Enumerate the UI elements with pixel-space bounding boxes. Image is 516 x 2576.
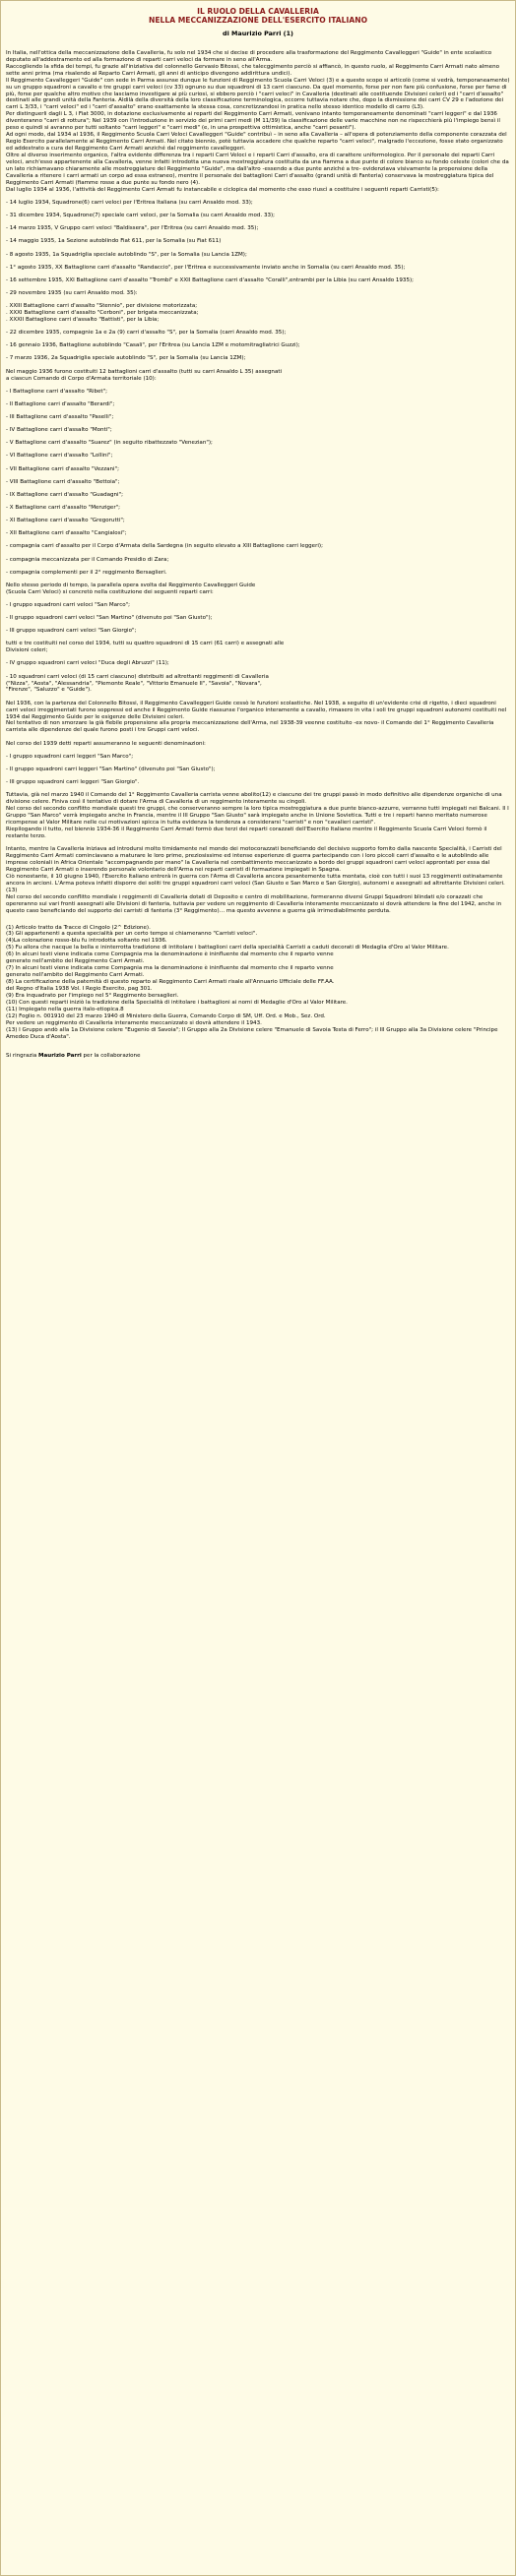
article-paragraph: - 22 dicembre 1935, compagnie 1a e 2a (9) carri d'assalto "S", per la Somalia (carri Ansaldo mod. 35); <box>6 330 287 337</box>
article-paragraph: . XXIII Battaglione carri d'assalto "Stennio", per divisione motorizzata; . XXXI Battaglione carri d'assalto "Cerboni", per brigata meccanizzata; . XXXII Battaglione carri d'assalto "Battisti", per la Libia; <box>6 303 199 324</box>
footnote: (8) La certificazione della paternità di questo reparto al Reggimento Carri Armati risale all'Annuario Ufficiale delle FF.AA. <box>6 979 335 986</box>
article-paragraph: - VI Battaglione carri d'assalto "Lollini"; <box>6 453 113 460</box>
footnote: (5) Fu allora che nacque la bella e ininterrotta tradizione di intitolare i battaglioni carri della specialità Carristi a caduti decorati di Medaglia d'Oro al Valor Militare. <box>6 945 449 951</box>
article-paragraph: - IV Battaglione carri d'assalto "Monti"; <box>6 427 112 434</box>
article-paragraph: - XI Battaglione carri d'assalto "Gregorutti"; <box>6 518 125 524</box>
article-paragraph: tutti e tre costituiti nel corso del 1934, tutti su quattro squadroni di 15 carri (61 carri) e assegnati alle Divisioni celeri; <box>6 641 285 654</box>
article-paragraph: - III Battaglione carri d'assalto "Paselli"; <box>6 413 114 420</box>
article-paragraph: - IX Battaglione carri d'assalto "Guadagni"; <box>6 491 124 498</box>
article-paragraph: - compagnia meccanizzata per il Comando Presidio di Zara; <box>6 556 169 563</box>
footnotes <box>6 925 510 1041</box>
article-paragraph: - III gruppo squadroni carri leggeri "San Giorgio". <box>6 778 140 785</box>
footnote: generato nell'ambito del Reggimento Carri Armati. <box>6 972 145 979</box>
article-paragraph: Nel maggio 1936 furono costituiti 12 battaglioni carri d'assalto (tutti su carri Ansaldo L 35) assegnati a ciascun Comando di Corpo d'Armata territoriale (10): <box>6 368 283 382</box>
article-paragraph: - I gruppo squadroni carri leggeri "San Marco"; <box>6 753 134 760</box>
article-paragraph: Tuttavia, già nel marzo 1940 il Comando del 1° Reggimento Cavalleria carrista venne abolito(12) e ciascuno dei tre gruppi passò in modo definitivo alle dipendenze organiche di una divisione celere. Finiva così il tentativo di dotare l'Arma di Cavalleria di un reggimento interamente su cingoli. Nel corso del secondo conflitto mondiale questi tre gruppi, che conserveranno sempre la loro tipica mostreggiatura a due punte bianco-azzurre, verranno tutti impiegati nei Balcani. Il I Gruppo "San Marco" verrà impiegato anche in Francia, mentre il III Gruppo "San Giusto" sarà impiegato anche in Unione Sovietica. Tutti e tre i reparti hanno meritato numerose ricompense al Valor Militare nelle cui motivazioni spicca in tutta evidenza la tendenza a considerarsi "carristi" e non "cavalieri carristi". Riepilogando il tutto, nel biennio 1934-36 il Reggimento Carri Armati formò due terzi dei reparti corazzati dell'Esercito Italiano mentre il Reggimento Scuola Carri Veloci formò il restante terzo. <box>6 792 509 839</box>
acknowledgement-prefix: Si ringrazia <box>6 1052 38 1059</box>
article-paragraph: - I gruppo squadroni carri veloci "San Marco"; <box>6 601 131 608</box>
acknowledgement-name: Maurizio Parri <box>37 1052 82 1059</box>
article-paragraph: Nel 1936, con la partenza del Colonnello Bitossi, il Reggimento Cavalleggeri Guide cessò le funzioni scolastiche. Nel 1938, a seguito di un'evidente crisi di rigetto, i dieci squadroni carri veloci irreggimentati furono soppressi ed anche il Reggimento Guide riassunse l'organico interamente a cavallo, rimasero in vita i soli tre gruppi squadroni autonomi costituiti nel 1934 dal Reggimento Guide per le esigenze delle Divisioni celeri. Nel tentativo di non smorzare la già flebile propensione alla propria meccanizzazione dell'Arma, nel 1938-39 veenne costituito -ex novo- il Comando del 1° Reggimento Cavalleria carrista alle dipendenze del quale furono posti i tre Gruppi carri veloci. <box>6 700 507 734</box>
article-paragraph: - VII Battaglione carri d'assalto "Vezzani"; <box>6 465 119 472</box>
article-paragraph: Nello stesso periodo di tempo, la parallela opera svolta dal Reggimento Cavalleggeri Guide (Scuola Carri Veloci) si concretò nella costituzione dei seguenti reparti carri: <box>6 582 256 595</box>
article-paragraph: - 7 marzo 1936, 2a Squadriglia speciale autoblindo "S", per la Somalia (su Lancia 1ZM); <box>6 355 246 362</box>
footnote: (1) Articolo tratto da Tracce di Cingolo (2^ Edizione). <box>6 924 151 931</box>
article-paragraph: - 10 squadroni carri veloci (di 15 carri ciascuno) distribuiti ad altrettanti reggimenti di Cavalleria ("Nizza", "Aosta", "Alessandria", "Piemonte Reale", "Vittorio Emanuele II", "Savoia", "Novara", "Firenze", "Saluzzo" e "Guide"). <box>6 673 269 694</box>
title-line-1: IL RUOLO DELLA CAVALLERIA <box>197 7 319 16</box>
footnote: (3) Gli appartenenti a questa specialità per un certo tempo si chiameranno "Carristi veloci". <box>6 931 258 938</box>
article-paragraph: - III gruppo squadroni carri veloci "San Giorgio"; <box>6 628 137 635</box>
footnote: (13) I Gruppo andò alla 1a Divisione celere "Eugenio di Savoia"; II Gruppo alla 2a Divisione celere "Emanuele di Savoia Testa di Ferro"; il III Gruppo alla 3a Divisione celere "Principe Amedeo Duca d'Aosta". <box>6 1026 498 1040</box>
title-line-2: NELLA MECCANIZZAZIONE DELL'ESERCITO ITALIANO <box>148 16 368 26</box>
article-title <box>6 7 510 26</box>
article-paragraph: - 8 agosto 1935, 1a Squadriglia speciale autoblindo "S", per la Somalia (su Lancia 1ZM); <box>6 251 247 258</box>
article-paragraph: - II Battaglione carri d'assalto "Berardi"; <box>6 400 115 407</box>
footnote: (12) Foglio n. 001910 del 23 marzo 1940 di Ministero della Guerra, Comando Corpo di SM, Uff. Ord. e Mob., Sez. Ord. <box>6 1012 326 1019</box>
footnote: del Regno d'Italia 1938 Vol. I Regio Esercito, pag 301. <box>6 986 153 993</box>
article-paragraph: Nel corso del 1939 detti reparti assumeranno le seguenti denominazioni: <box>6 740 206 747</box>
footnote: (11) Impiegato nella guerra italo-etiopica.8 <box>6 1006 124 1012</box>
footnote: Per vedere un reggimento di Cavalleria interamente meccanizzato si dovrà attendere il 1943. <box>6 1019 262 1026</box>
footnote: (10) Con questi reparti iniziò la tradizione della Specialità di intitolare i battaglioni ai nomi di Medaglie d'Oro al Valor Militare. <box>6 1000 348 1006</box>
article-paragraph: - VIII Battaglione carri d'assalto "Bettoia"; <box>6 478 120 485</box>
article-paragraph: - compagnia complementi per il 2° reggimento Bersaglieri. <box>6 569 167 576</box>
article-paragraph: - X Battaglione carri d'assalto "Menziger"; <box>6 504 121 511</box>
footnote: (4)La colorazione rosso-blu fu introdotta soltanto nel 1936. <box>6 938 167 945</box>
article-paragraph: - V Battaglione carri d'assalto "Suarez" (in seguito ribattezzato "Venezian"); <box>6 440 213 447</box>
article-paragraph: - compagnia carri d'assalto per il Corpo d'Armata della Sardegna (in seguito elevato a XIII Battaglione carri leggeri); <box>6 543 323 550</box>
article-paragraph: - 14 luglio 1934, Squadrone(6) carri veloci per l'Eritrea Italiana (su carri Ansaldo mod. 33); <box>6 200 253 207</box>
article-paragraph: - 29 novembre 1935 (su carri Ansaldo mod. 35): <box>6 290 138 296</box>
article-paragraph: - 14 marzo 1935, V Gruppo carri veloci "Baldissera", per l'Eritrea (su carri Ansaldo mod. 35); <box>6 225 259 232</box>
article-body <box>6 50 510 915</box>
article-paragraph: - IV gruppo squadroni carri veloci "Duca degli Abruzzi" (11); <box>6 660 169 667</box>
article-paragraph: - 31 dicembre 1934, Squadrone(7) speciale carri veloci, per la Somalia (su carri Ansaldo mod. 33); <box>6 213 276 219</box>
acknowledgement <box>6 1053 510 1060</box>
footnote: (7) In alcuni testi viene indicata come Compagnia ma la denominazione è ininfluente dal momento che il reparto venne <box>6 965 334 972</box>
article-paragraph: - I Battaglione carri d'assalto "Ribet"; <box>6 388 107 395</box>
article-paragraph: Intanto, mentre la Cavalleria iniziava ad introdursi molto timidamente nel mondo dei motocorazzati beneficiando del decisivo supporto fornito dalla nascente Specialità, i Carristi del Reggimento Carri Armati cominciavano a maturare le loro prime, preziosissime ed intense esperienze di guerra partecipando con i loro piccoli carri d'assalto e le autoblindo alle imprese coloniali in Africa Orientale "accompagnando per mano" la Cavalleria nel combattimento meccanizzato a bordo dei gruppi squadroni carri veloci approntati per essa dal Reggimento Carri Armati o inserendo personale volontario dell'Arma nei reparti carristi di formazione impiegati in Spagna. Ciò nonostante, il 10 giugno 1940, l'Esercito Italiano entrerà in guerra con l'Arma di Cavalleria ancora pesantemente tutta montata, cioè con tutti i suoi 13 reggimenti ostinatamente ancora in arcioni. L'Arma poteva infatti disporre dei soliti tre gruppi squadroni carri veloci (San Giusto e San Marco e San Giorgio), autonomi e assegnati ad altrettante Divisioni celeri.(13) Nel corso del secondo conflitto mondiale i reggimenti di Cavalleria dotati di Deposito e centro di mobilitazione, formeranno diversi Gruppi Squadroni blindati e/o corazzati che opereranno sui vari fronti assegnati alle Divisioni di fanteria, tuttavia per vedere un reggimento di Cavalleria interamente meccanizzato si dovrà attendere la fine del 1942, anche in questo caso beneficiando del supporto dei carristi di fanteria (3° Reggimento)… ma questo avvenne a guerra già irrimediabilmente perduta. <box>6 845 505 914</box>
article-paragraph: - 16 gennaio 1936, Battaglione autoblindo "Casali", per l'Eritrea (su Lancia 1ZM e motomitragliatrici Guzzi); <box>6 342 300 349</box>
article-paragraph: - II gruppo squadroni carri leggeri "San Martino" (divenuto poi "San Giusto"); <box>6 766 216 772</box>
acknowledgement-suffix: per la collaborazione <box>81 1052 141 1059</box>
article-paragraph: - 16 settembre 1935, XXI Battaglione carri d'assalto "Trombi" e XXII Battaglione carri d'assalto "Coralli",entrambi per la Libia (su carri Ansaldo 1935); <box>6 276 415 283</box>
article-paragraph: - XII Battaglione carri d'assalto "Cangialosi"; <box>6 530 127 537</box>
footnote: generato nell'ambito del Reggimento Carri Armati. <box>6 958 145 965</box>
author-byline: di Maurizio Parri (1) <box>223 29 293 37</box>
article-paragraph: - 14 maggio 1935, 1a Sezione autoblindo Fiat 611, per la Somalia (su Fiat 611) <box>6 238 222 245</box>
footnote: (6) In alcuni testi viene indicata come Compagnia ma la denominazione è ininfluente dal momento che il reparto venne <box>6 951 334 958</box>
article-paragraph: - II gruppo squadroni carri veloci "San Martino" (divenuto poi "San Giusto"); <box>6 615 213 622</box>
footnote: (9) Era inquadrato per l'impiego nel 5° Reggimento bersaglieri. <box>6 993 179 1000</box>
article-paragraph: - 1° agosto 1935, XX Battaglione carri d'assalto "Randaccio", per l'Eritrea e successivamente inviato anche in Somalia (su carri Ansaldo mod. 35); <box>6 264 406 271</box>
article-paragraph: In Italia, nell'ottica della meccanizzazione della Cavalleria, fu solo nel 1934 che si decise di procedere alla trasformazione del Reggimento Cavalleggeri "Guide" in ente scolastico deputato all'addestramento ed alla formazione di reparti carri veloci da formare in seno all'Arma. Raccogliendo la sfida dei tempi, fu grazie all'iniziativa del colonnello Gervasio Bitossi, che talecggimento perciò si affiancò, in questo ruolo, al Reggimento Carri Armati nato almeno sette anni prima (ma risalendo al Reparto Carri Armati, gli anni di anticipo divengono addirittura undici). Il Reggimento Cavalleggeri "Guide" con sede in Parma assunse dunque le funzioni di Reggimento Scuola Carri Veloci (3) e a questo scopo si articolò (come si vedrà, temporaneamente) su un gruppo squadroni a cavallo e tre gruppi carri veloci (cv 33) ognuno su due squadroni di 13 carri ciascuno. Da quel momento, forse per non fare più confusione, forse per fame di più, forse per qualche altro motivo che lasciamo investigare ai più curiosi, si ebbero perciò i "carri veloci" in Cavalleria (destinati alle costituende Divisioni celeri) ed i "carri d'assalto" destinati alle grandi unità della Fanteria. Aldilà della diversità della loro classificazione terminologica, occorre tuttavia notare che, dopo la dismissione dei carri CV 29 e l'adozione dei carri L 3/33, i "carri veloci" ed i "carri d'assalto" erano esattamente la stessa cosa, concretizzandosi in pratica nello stesso identico modello di carro (L3). Per distinguerli dagli L 3, i Fiat 3000, in dotazione esclusivamente ai reparti del Reggimento Carri Armati, venivano intanto temporaneamente denominati "carri leggeri" e dal 1936 diventeranno "carri di rottura"; Nel 1939 con l'introduzione in servizio dei primi carri medi (M 11/39) la classificazione delle varie macchine non ne rispecchierà più l'impiego bensì il peso e quindi si avranno per tutti soltanto "carri leggeri" e "carri medi" (e, in una prospettiva ottimistica, anche "carri pesanti"). Ad ogni modo, dal 1934 al 1936, il Reggimento Scuola Carri Veloci Cavalleggeri "Guide" contribuì – in seno alla Cavalleria – all'opera di potenziamento della componente corazzata del Regio Esercito parallelamente al Reggimento Carri Armati. Nel citato biennio, potè tuttavia accadere che qualche reparto "carri veloci", malgrado l'eccezione, fosse stato organizzato ed addestrato a cura del Reggimento Carri Armati anziché dal reggimento cavalleggeri. Oltre al diverso inserimento organico, l'altra evidente differenza tra i reparti Carri Veloci e i reparti Carri d'assalto, era di carattere uniformologico. Per il personale dei reparti Carri veloci, anch'esso appartenente alla Cavalleria, venne infatti introdotta una nuova mostreggiatura costituita da una fiamma a due punte di colore bianco su fondo celeste (colori che da un lato richiamavano chiaramente alle mostreggiature del Reggimento "Guide", ma dall'altro -essendo a due punte anziché a tre- evidenziava visivamente la propensione della Cavalleria a ritenere i carri armati un corpo ad essa estraneo), mentre il personale dei battaglioni Carri d'assalto (grandi unità di Fanteria) conservava la mostreggiatura tipica del Reggimento Carri Armati (fiamme rosse a due punte su fondo nero (4). Dal luglio 1934 al 1936, l'attività del Reggimento Carri Armati fu instancabile e ciclopica dal momento che esso riuscì a costituire i seguenti reparti Carristi(5): <box>6 49 510 193</box>
